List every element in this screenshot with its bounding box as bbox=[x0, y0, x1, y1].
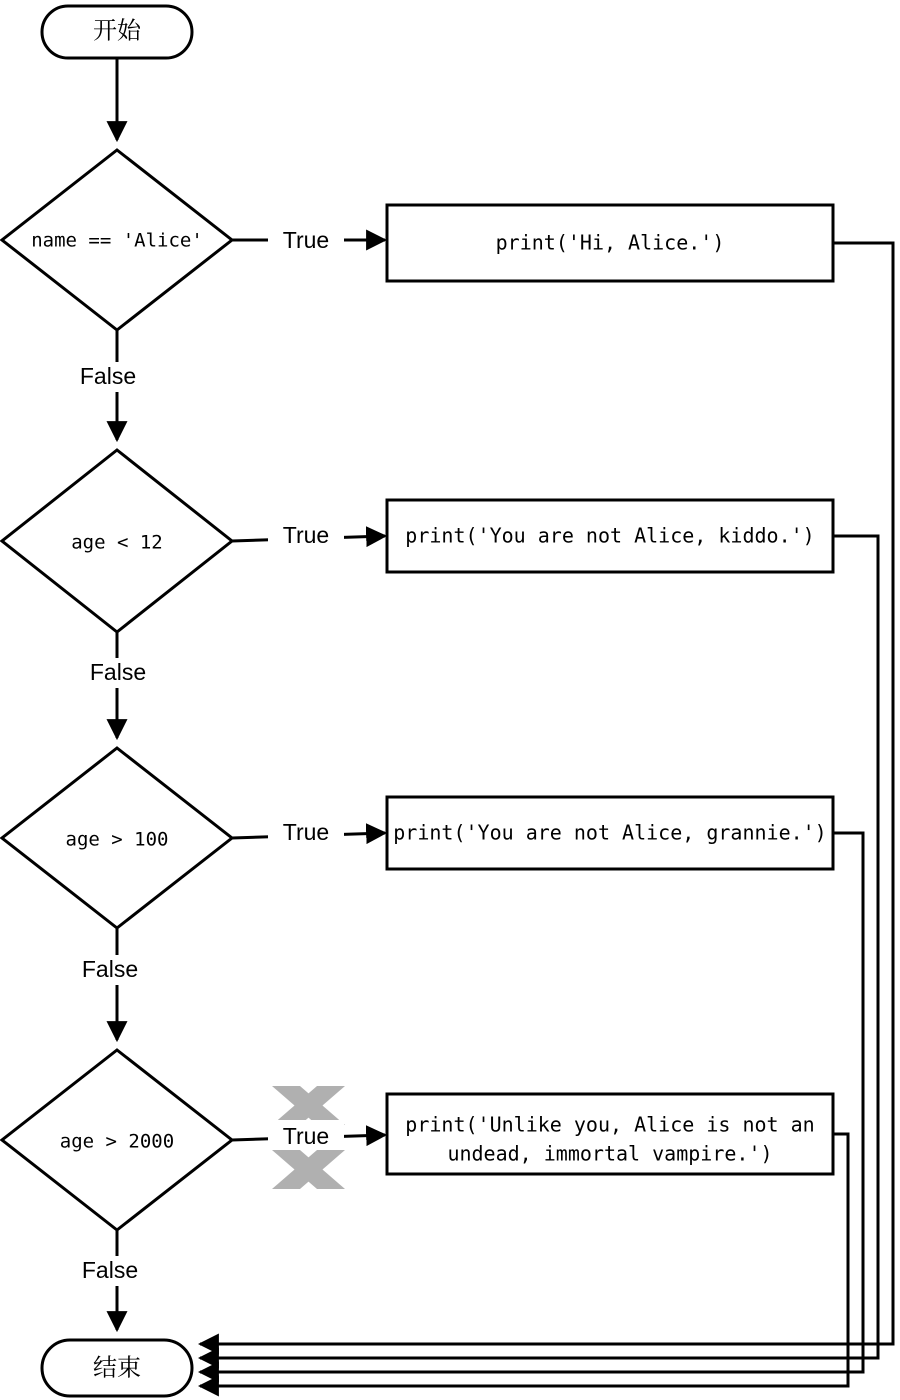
edge-cond4-true-label: True bbox=[282, 1123, 330, 1150]
node-cond2[interactable] bbox=[2, 450, 232, 632]
node-act2[interactable] bbox=[387, 500, 833, 572]
edge-cond4-false-label: False bbox=[81, 1257, 139, 1284]
cond2-label: age < 12 bbox=[71, 531, 163, 554]
act3-label: print('You are not Alice, grannie.') bbox=[393, 820, 827, 845]
node-act3[interactable] bbox=[387, 797, 833, 869]
edge-act2-to-end bbox=[200, 536, 878, 1358]
node-cond1[interactable] bbox=[2, 150, 232, 330]
act4-label-line1: print('Unlike you, Alice is not an bbox=[405, 1112, 815, 1137]
act1-label: print('Hi, Alice.') bbox=[495, 230, 725, 255]
node-act4[interactable] bbox=[387, 1094, 833, 1174]
node-cond4[interactable] bbox=[2, 1050, 232, 1230]
start-label: 开始 bbox=[93, 17, 141, 45]
edge-cond2-true-label: True bbox=[282, 522, 330, 549]
cond4-label: age > 2000 bbox=[59, 1130, 175, 1153]
node-end[interactable] bbox=[42, 1340, 192, 1396]
end-label: 结束 bbox=[93, 1354, 141, 1382]
cond1-label: name == 'Alice' bbox=[31, 229, 203, 252]
cond3-label: age > 100 bbox=[65, 828, 169, 851]
node-act1[interactable] bbox=[387, 205, 833, 281]
edge-cond3-false-label: False bbox=[81, 956, 139, 983]
node-cond3[interactable] bbox=[2, 748, 232, 928]
edge-cond2-false-label: False bbox=[89, 659, 147, 686]
edge-cond3-true-label: True bbox=[282, 819, 330, 846]
edge-cond1-true-label: True bbox=[282, 227, 330, 254]
edge-cond1-false-label: False bbox=[79, 363, 137, 390]
act4-label-line2: undead, immortal vampire.') bbox=[447, 1141, 773, 1166]
act2-label: print('You are not Alice, kiddo.') bbox=[405, 523, 815, 548]
node-start[interactable] bbox=[42, 6, 192, 58]
